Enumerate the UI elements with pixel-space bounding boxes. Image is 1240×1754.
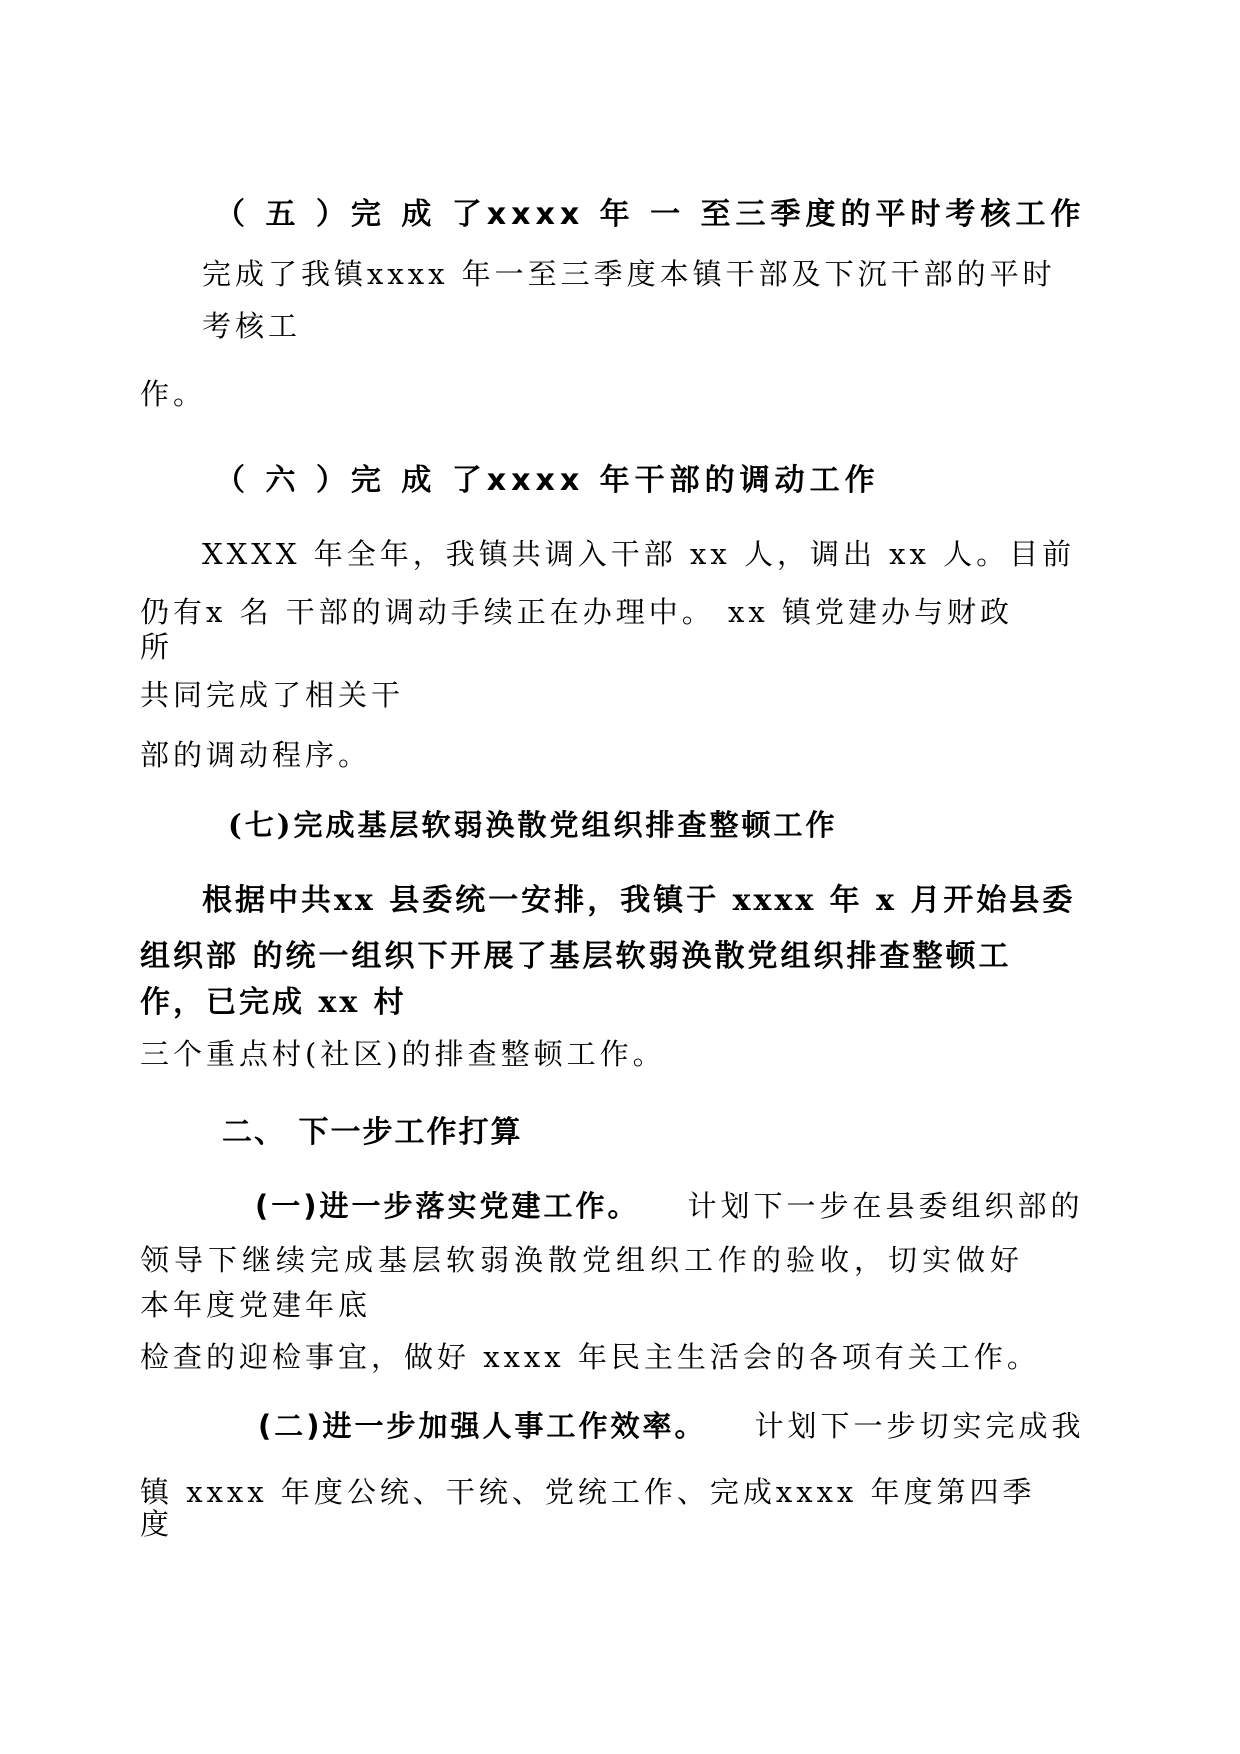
next-step-1-text-line: 领导下继续完成基层软弱涣散党组织工作的验收，切实做好 [140,1243,1025,1277]
next-step-2-text-line: 度 [140,1507,174,1541]
section-6-text-line: 共同完成了相关干 [140,678,405,712]
section-5-text-line: 作。 [140,377,207,411]
section-6-text-line: 仍有x 名 干部的调动手续正在办理中。 xx 镇党建办与财政 [140,595,1013,629]
section-7-text-line: 作，已完成 xx 村 [140,985,407,1020]
next-step-1-first-line [255,1189,1084,1223]
next-step-2-text: 计划下一步切实完成我 [754,1409,1085,1443]
next-step-2-first-line [258,1409,1085,1443]
next-step-1-text-line: 本年度党建年底 [140,1288,372,1322]
section-6-text-line: 部的调动程序。 [140,738,372,772]
section-6-text-line: XXXX 年全年，我镇共调入干部 xx 人，调出 xx 人。目前 [202,537,1076,571]
section-6-heading: （ 六 ）完 成 了xxxx 年干部的调动工作 [215,463,880,498]
next-step-1-text: 计划下一步在县委组织部的 [687,1189,1084,1223]
section-7-text-line: 根据中共xx 县委统一安排，我镇于 xxxx 年 x 月开始县委 [202,883,1076,918]
next-step-1-text-line: 检查的迎检事宜，做好 xxxx 年民主生活会的各项有关工作。 [140,1340,1040,1374]
section-7-heading: (七)完成基层软弱涣散党组织排查整顿工作 [228,808,838,842]
next-step-2-text-line: 镇 xxxx 年度公统、干统、党统工作、完成xxxx 年度第四季 [140,1475,1036,1509]
section-5-heading: （ 五 ）完 成 了xxxx 年 一 至三季度的平时考核工作 [215,197,1086,232]
part-2-heading: 二、 下一步工作打算 [222,1115,523,1150]
section-5-text-line: 考核工 [202,309,302,343]
section-6-text-line: 所 [140,630,174,664]
section-7-text-line: 三个重点村(社区)的排查整顿工作。 [140,1037,666,1071]
next-step-2-title: (二)进一步加强人事工作效率。 [258,1409,707,1443]
next-step-1-title: (一)进一步落实党建工作。 [255,1189,640,1223]
section-7-text-line: 组织部 的统一组织下开展了基层软弱涣散党组织排查整顿工 [140,939,1012,974]
section-5-text-line: 完成了我镇xxxx 年一至三季度本镇干部及下沉干部的平时 [202,257,1056,291]
